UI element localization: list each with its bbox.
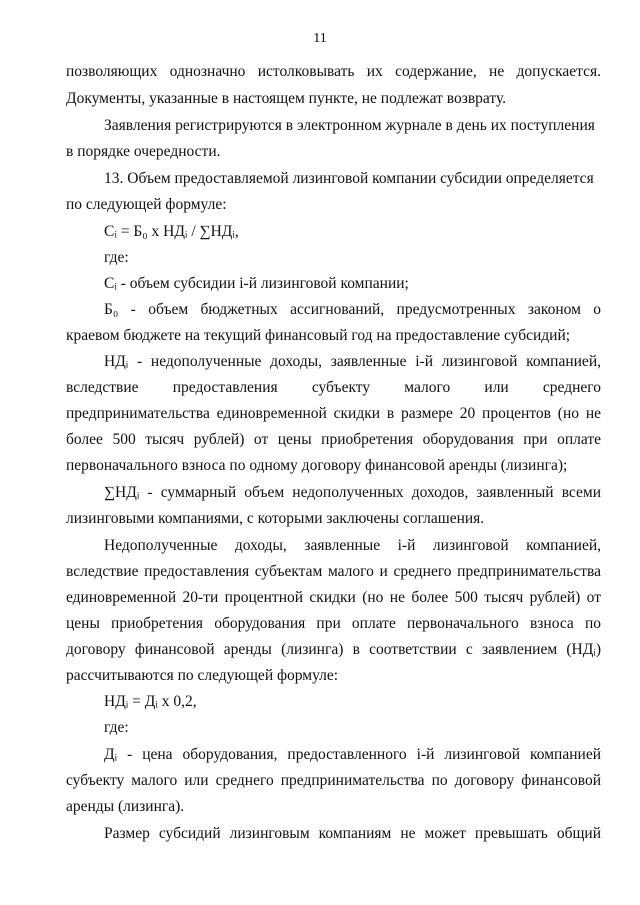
- definition-line: НДᵢ - недополученные доходы, заявленные i-й лизинговой компанией,: [104, 353, 601, 370]
- text-line: Размер субсидий лизинговым компаниям не может превышать общий: [104, 825, 601, 842]
- definition-line: ∑НДᵢ - суммарный объем недополученных доходов, заявленный всеми: [104, 484, 601, 501]
- text-line: лизинговыми компаниями, с которыми заключены соглашения.: [66, 510, 485, 527]
- text-line: цены приобретения оборудования при оплате первоначального взноса по: [66, 615, 601, 632]
- text-line: Документы, указанные в настоящем пункте, не подлежат возврату.: [66, 90, 507, 107]
- text-line: по следующей формуле:: [66, 196, 227, 213]
- text-line: Заявления регистрируются в электронном журнале в день их поступления: [104, 117, 595, 134]
- text-line: краевом бюджете на текущий финансовый год на предоставление субсидий;: [66, 327, 571, 344]
- text-line: предпринимательства единовременной скидки в размере 20 процентов (но не: [66, 405, 601, 422]
- definition-line: Б₀ - объем бюджетных ассигнований, предусмотренных законом о: [104, 301, 601, 318]
- text-line: Недополученные доходы, заявленные i-й лизинговой компанией,: [104, 537, 601, 554]
- text-line: аренды (лизинга).: [66, 798, 185, 815]
- formula-line: НДᵢ = Дᵢ х 0,2,: [104, 693, 197, 710]
- text-line: рассчитываются по следующей формуле:: [66, 667, 339, 684]
- text-line: позволяющих однозначно истолковывать их содержание, не допускается.: [66, 63, 601, 80]
- text-line: вследствие предоставления субъекту малого или среднего: [66, 379, 601, 396]
- text-line: первоначального взноса по одному договору финансовой аренды (лизинга);: [66, 457, 568, 474]
- text-line: в порядке очередности.: [66, 143, 221, 160]
- definition-line: Cᵢ - объем субсидии i-й лизинговой компании;: [104, 275, 409, 292]
- definition-line: Дᵢ - цена оборудования, предоставленного i-й лизинговой компанией: [104, 746, 601, 763]
- text-line: договору финансовой аренды (лизинга) в соответствии с заявлением (НДᵢ): [66, 641, 601, 658]
- text-line: вследствие предоставления субъектам малого и среднего предпринимательства: [66, 563, 601, 580]
- text-line: единовременной 20-ти процентной скидки (но не более 500 тысяч рублей) от: [66, 589, 601, 606]
- text-line: где:: [104, 249, 129, 266]
- text-line: субъекту малого или среднего предпринимательства по договору финансовой: [66, 772, 601, 789]
- text-line: 13. Объем предоставляемой лизинговой компании субсидии определяется: [104, 170, 594, 187]
- page-number: 11: [313, 31, 327, 46]
- formula-line: Cᵢ = Б₀ х НДᵢ / ∑НДᵢ,: [104, 223, 239, 240]
- text-line: более 500 тысяч рублей) от цены приобретения оборудования при оплате: [66, 431, 601, 448]
- text-line: где:: [104, 719, 129, 736]
